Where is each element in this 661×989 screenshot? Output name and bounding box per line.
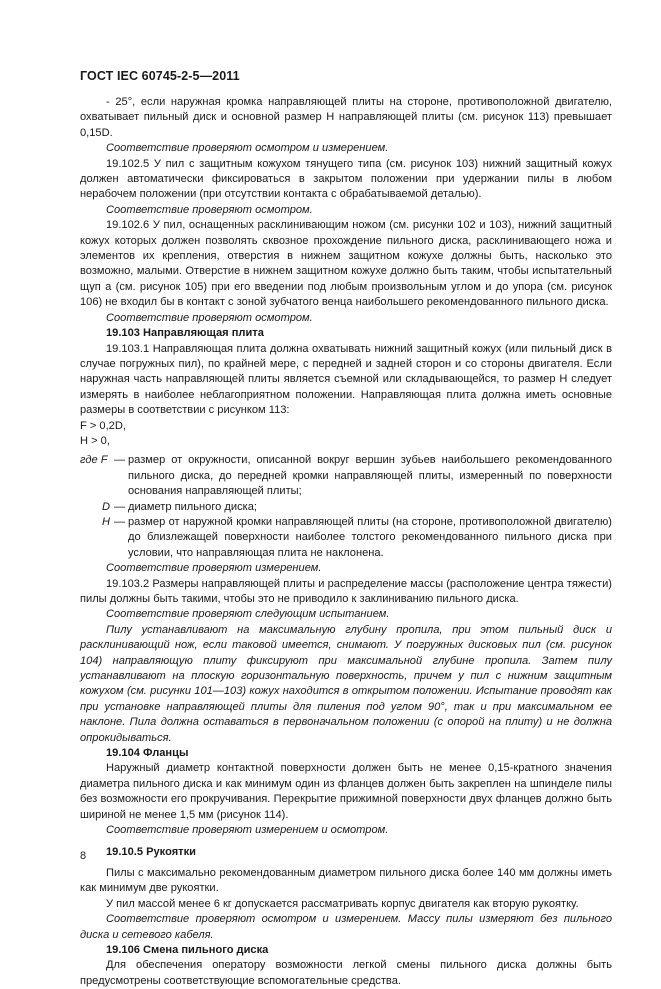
definition-dash: — <box>114 454 126 467</box>
document-header: ГОСТ IEC 60745-2-5—2011 <box>80 69 240 83</box>
clause-19-102-6: 19.102.6 У пил, оснащенных расклинивающим ножом (см. рисунки 102 и 103), нижний защитный кожух которых должен позволять сквозное прохождение пильного диска, расклинивающего ножа и элементов их крепления, отверстия в нижнем защитном кожухе должны быть, насколько это возможно, малыми. Отверстие в нижнем защитном кожухе должно быть таким, чтобы испытательный щуп a (см. рисунок 105) при его введении под любым произвольным углом и до упора (см. рисунок 106) не входил бы в контакт с зоной зубчатого венца наибольшего рекомендованного пильного диска. <box>80 219 612 309</box>
definition-dash: — <box>114 500 126 513</box>
compliance-note: Соответствие проверяют измерением и осмотром. <box>106 824 389 837</box>
formula-f: F > 0,2D, <box>80 419 126 432</box>
section-heading-guide-plate: 19.103 Направляющая плита <box>106 327 264 340</box>
clause-19-103-1: 19.103.1 Направляющая плита должна охватывать нижний защитный кожух (или пильный диск в случае погружных пил), по крайней мере, с передней и задней сторон и со стороны двигателя. Если наружная часть направляющей плиты является съемной или складывающейся, то размер H следует измерять в наиболее неблагоприятном положении. Направляющая плита должна иметь основные размеры в соответствии с рисунком 113: <box>80 342 612 417</box>
section-heading-handles: 19.10.5 Рукоятки <box>106 845 196 858</box>
compliance-note: Соответствие проверяют следующим испытанием. <box>106 608 390 621</box>
definition-dash: — <box>114 515 126 528</box>
clause-19-102-5: 19.102.5 У пил с защитным кожухом тянущего типа (см. рисунок 103) нижний защитный кожух должен автоматически фиксироваться в закрытом положении при удержании пилы в любом нерабочем положении (при отсутствии контакта с обрабатываемой деталью). <box>80 157 612 201</box>
clause-19-104: Наружный диаметр контактной поверхности должен быть не менее 0,15-кратного значения диаметра пильного диска и как минимум один из фланцев должен быть закреплен на шпинделе пилы без возможности его прокручивания. Перекрытие прижимной поверхности двух фланцев должно быть шириной не менее 1,5 мм (рисунок 114). <box>80 762 612 821</box>
section-heading-flanges: 19.104 Фланцы <box>106 747 189 760</box>
definition-f <box>80 453 612 499</box>
test-procedure: Пилу устанавливают на максимальную глубину пропила, при этом пильный диск и расклинивающий нож, если таковой имеется, снимают. У погружных дисковых пил (см. рисунок 104) направляющую плиту фиксируют при максимальной глубине пропила. Затем пилу устанавливают на плоскую горизонтальную поверхность, причем у пил с нижним защитным кожухом (см. рисунки 101—103) кожух находится в открытом положении. Испытание проводят как при установке направляющей плиты для пиления под углом 90°, так и при максимальном ее наклоне. Пила должна оставаться в первоначальном положении (с опорой на плиту) и не должна опрокидываться. <box>80 623 612 744</box>
section-heading-blade-change: 19.106 Смена пильного диска <box>106 943 269 956</box>
compliance-note: Соответствие проверяют осмотром. <box>106 311 313 324</box>
definition-text: диаметр пильного диска; <box>128 500 257 513</box>
compliance-note: Соответствие проверяют осмотром и измерением. <box>106 142 389 155</box>
definition-text: размер от наружной кромки направляющей плиты (на стороне, противоположной двигателю) до близлежащей поверхности наиболее толстого рекомендованного пильного диска при условии, что направляющая плита не наклонена. <box>128 515 612 559</box>
page-number: 8 <box>80 850 87 862</box>
clause-19-103-2: 19.103.2 Размеры направляющей плиты и распределение массы (расположение центра тяжести) пилы должны быть такими, чтобы это не приводило к заклиниванию пильного диска. <box>80 577 612 605</box>
compliance-note: Соответствие проверяют осмотром и измерением. Массу пилы измеряют без пильного диска и сетевого кабеля. <box>80 913 612 941</box>
definition-term: H <box>101 515 110 528</box>
clause-19-10-5: Пилы с максимально рекомендованным диаметром пильного диска более 140 мм должны иметь как минимум две рукоятки. <box>80 866 612 895</box>
paragraph: - 25°, если наружная кромка направляющей плиты на стороне, противоположной двигателю, охватывает пильный диск и основной размер H направляющей плиты (см. рисунок 113) превышает 0,15D. <box>80 96 612 139</box>
definition-term: D <box>101 500 110 513</box>
clause-19-106: Для обеспечения оператору возможности легкой смены пильного диска должны быть предусмотрены соответствующие вспомогательные средства. <box>80 959 612 987</box>
definition-text: размер от окружности, описанной вокруг вершин зубьев наибольшего рекомендованного пильного диска, до передней кромки направляющей плиты, измеренный по поверхности основания направляющей плиты; <box>128 454 612 498</box>
definition-d <box>80 500 612 515</box>
formula-h: H > 0, <box>80 434 110 447</box>
document-body <box>80 95 612 989</box>
definition-h <box>80 515 612 561</box>
compliance-note: Соответствие проверяют осмотром. <box>106 203 313 216</box>
definition-term: где F <box>80 454 108 467</box>
compliance-note: Соответствие проверяют измерением. <box>106 562 322 575</box>
paragraph: У пил массой менее 6 кг допускается рассматривать корпус двигателя как вторую рукоятку. <box>106 897 579 910</box>
